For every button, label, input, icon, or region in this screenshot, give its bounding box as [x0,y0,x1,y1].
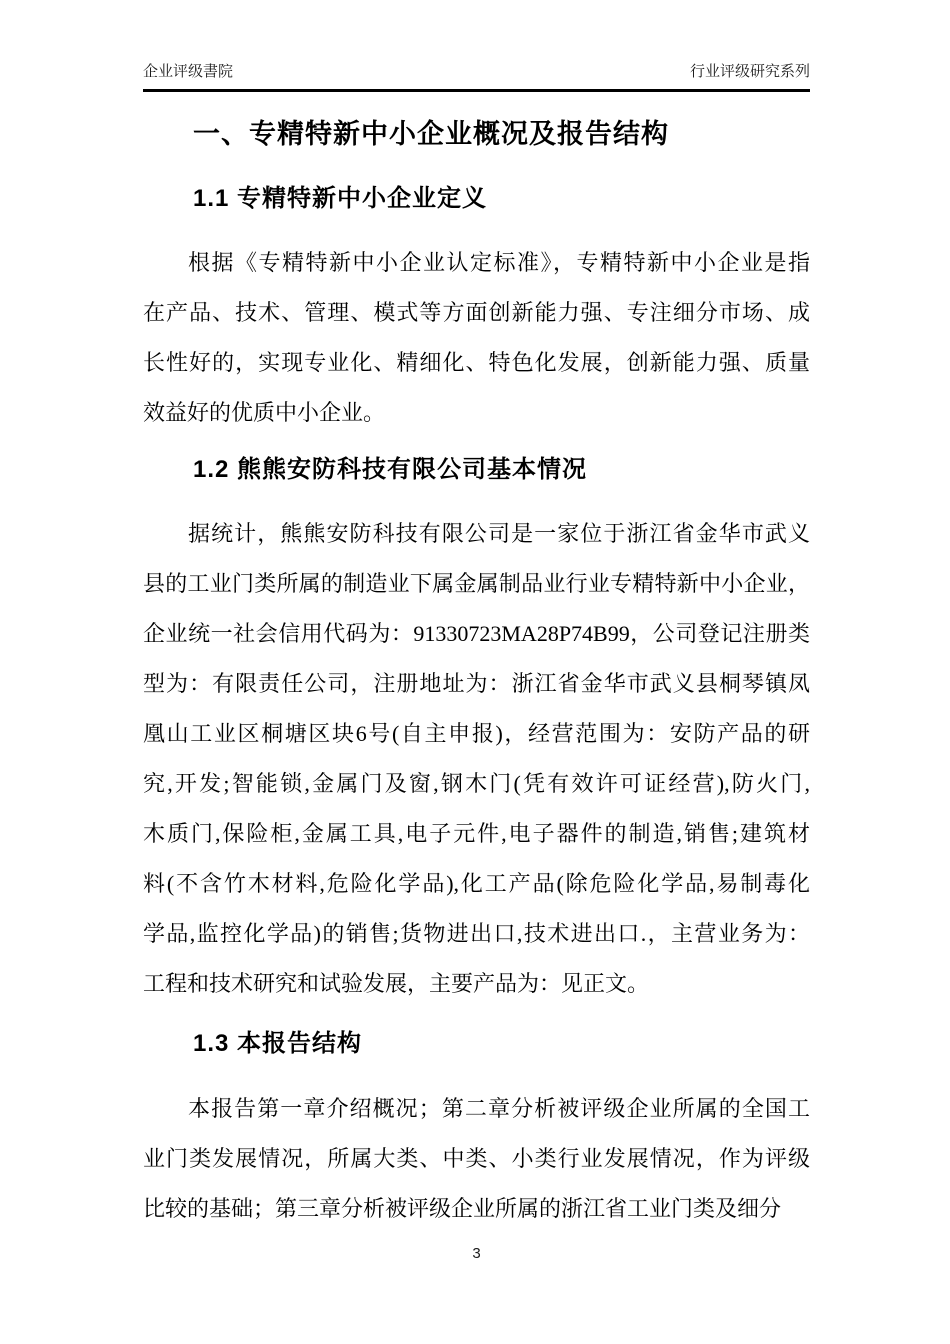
body-text-line: 究,开发;智能锁,金属门及窗,钢木门(凭有效许可证经营),防火门, [143,771,810,796]
page-number: 3 [472,1245,481,1262]
body-text-line: 比较的基础；第三章分析被评级企业所属的浙江省工业门类及细分 [143,1196,782,1221]
section-title-1-3: 1.3 本报告结构 [193,1030,363,1057]
chapter-title: 一、专精特新中小企业概况及报告结构 [193,119,669,149]
section-title-1-2: 1.2 熊熊安防科技有限公司基本情况 [193,456,588,483]
body-text-line: 工程和技术研究和试验发展，主要产品为：见正文。 [143,971,650,996]
body-text-line: 凰山工业区桐塘区块6号(自主申报)，经营范围为：安防产品的研 [143,721,810,746]
section-title-1-1: 1.1 专精特新中小企业定义 [193,185,488,212]
body-text-line: 在产品、技术、管理、模式等方面创新能力强、专注细分市场、成 [143,300,810,325]
body-text-line: 木质门,保险柜,金属工具,电子元件,电子器件的制造,销售;建筑材 [143,821,810,846]
body-text-line: 根据《专精特新中小企业认定标准》，专精特新中小企业是指 [188,250,810,275]
body-text-line: 业门类发展情况，所属大类、中类、小类行业发展情况，作为评级 [143,1146,810,1171]
body-text-line: 学品,监控化学品)的销售;货物进出口,技术进出口.，主营业务为： [143,921,810,946]
header-right-text: 行业评级研究系列 [689,63,810,80]
body-text-line: 料(不含竹木材料,危险化学品),化工产品(除危险化学品,易制毒化 [143,871,810,896]
page-header [143,62,810,92]
body-text-line: 本报告第一章介绍概况；第二章分析被评级企业所属的全国工 [188,1096,810,1121]
body-text-line: 企业统一社会信用代码为：91330723MA28P74B99，公司登记注册类 [143,621,810,646]
body-text-line: 据统计，熊熊安防科技有限公司是一家位于浙江省金华市武义 [188,521,810,546]
body-text-line: 型为：有限责任公司，注册地址为：浙江省金华市武义县桐琴镇凤 [143,671,810,696]
paragraph-1-1 [143,238,810,438]
body-text-line: 县的工业门类所属的制造业下属金属制品业行业专精特新中小企业， [143,571,810,596]
paragraph-1-3 [143,1084,810,1234]
body-text-line: 效益好的优质中小企业。 [143,400,386,425]
page-content [143,62,810,1264]
body-text-line: 长性好的，实现专业化、精细化、特色化发展，创新能力强、质量 [143,350,810,375]
header-left-text: 企业评级書院 [143,63,234,80]
paragraph-1-2 [143,509,810,1009]
